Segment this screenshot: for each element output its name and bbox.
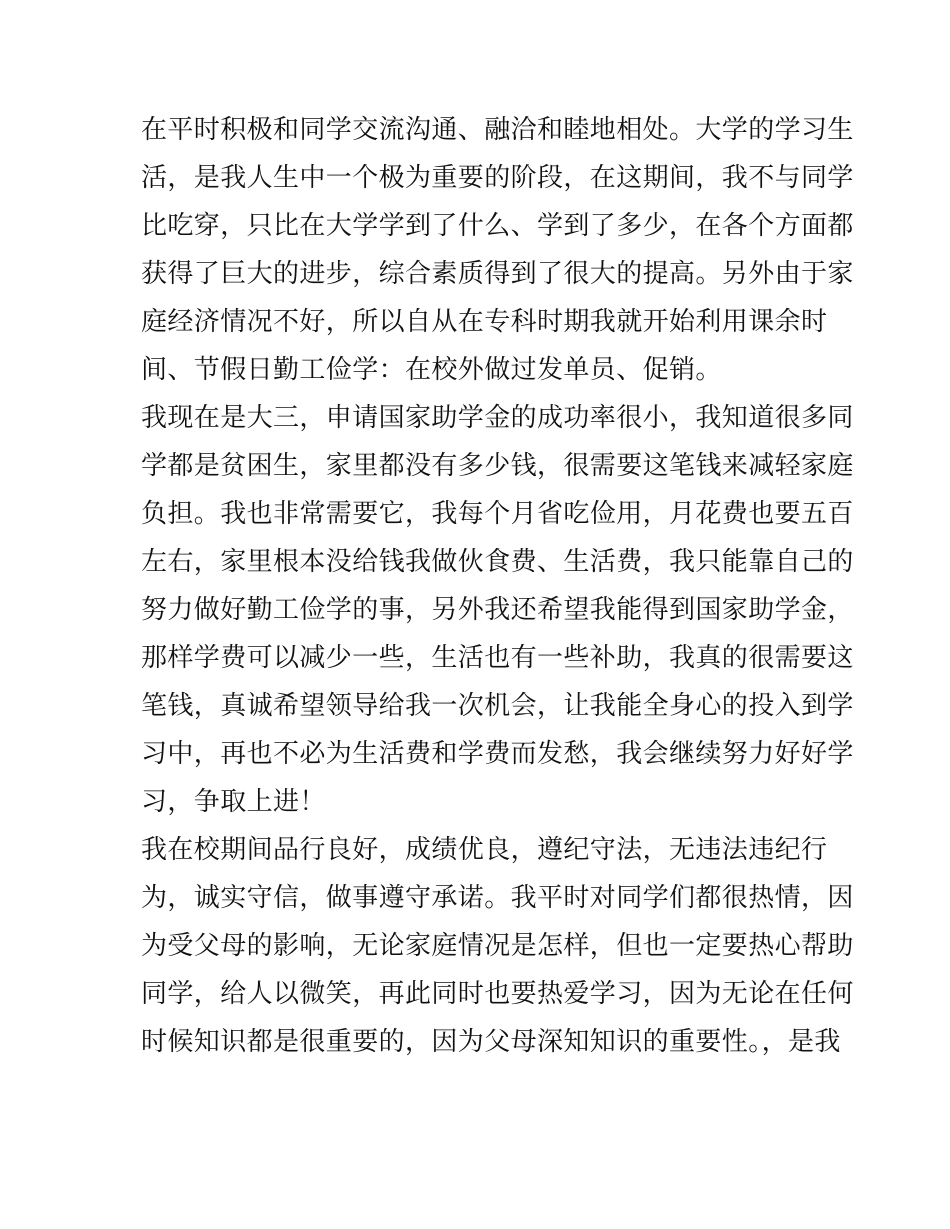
text-line: 时候知识都是很重要的，因为父母深知知识的重要性。，是我	[141, 1027, 841, 1057]
text-line: 习，争取上进！	[141, 787, 326, 817]
text-line: 习中，再也不必为生活费和学费而发愁，我会继续努力好好学	[141, 739, 854, 769]
text-line: 在平时积极和同学交流沟通、融洽和睦地相处。大学的学习生	[141, 115, 854, 145]
body-text	[141, 106, 854, 1066]
text-line: 左右，家里根本没给钱我做伙食费、生活费，我只能靠自己的	[141, 547, 854, 577]
text-line: 负担。我也非常需要它，我每个月省吃俭用，月花费也要五百	[141, 499, 854, 529]
text-line: 学都是贫困生，家里都没有多少钱，很需要这笔钱来减轻家庭	[141, 451, 854, 481]
text-line: 笔钱，真诚希望领导给我一次机会，让我能全身心的投入到学	[141, 691, 854, 721]
text-line: 比吃穿，只比在大学学到了什么、学到了多少，在各个方面都	[141, 211, 854, 241]
text-line: 为受父母的影响，无论家庭情况是怎样，但也一定要热心帮助	[141, 931, 854, 961]
text-line: 庭经济情况不好，所以自从在专科时期我就开始利用课余时	[141, 307, 828, 337]
text-line: 间、节假日勤工俭学：在校外做过发单员、促销。	[141, 355, 722, 385]
text-line: 为，诚实守信，做事遵守承诺。我平时对同学们都很热情，因	[141, 883, 854, 913]
text-line: 活，是我人生中一个极为重要的阶段，在这期间，我不与同学	[141, 163, 854, 193]
text-line: 那样学费可以减少一些，生活也有一些补助，我真的很需要这	[141, 643, 854, 673]
text-line: 努力做好勤工俭学的事，另外我还希望我能得到国家助学金，	[141, 595, 854, 625]
text-line: 同学，给人以微笑，再此同时也要热爱学习，因为无论在任何	[141, 979, 854, 1009]
text-line: 我现在是大三，申请国家助学金的成功率很小，我知道很多同	[141, 403, 854, 433]
text-line: 我在校期间品行良好，成绩优良，遵纪守法，无违法违纪行	[141, 835, 828, 865]
text-line: 获得了巨大的进步，综合素质得到了很大的提高。另外由于家	[141, 259, 854, 289]
